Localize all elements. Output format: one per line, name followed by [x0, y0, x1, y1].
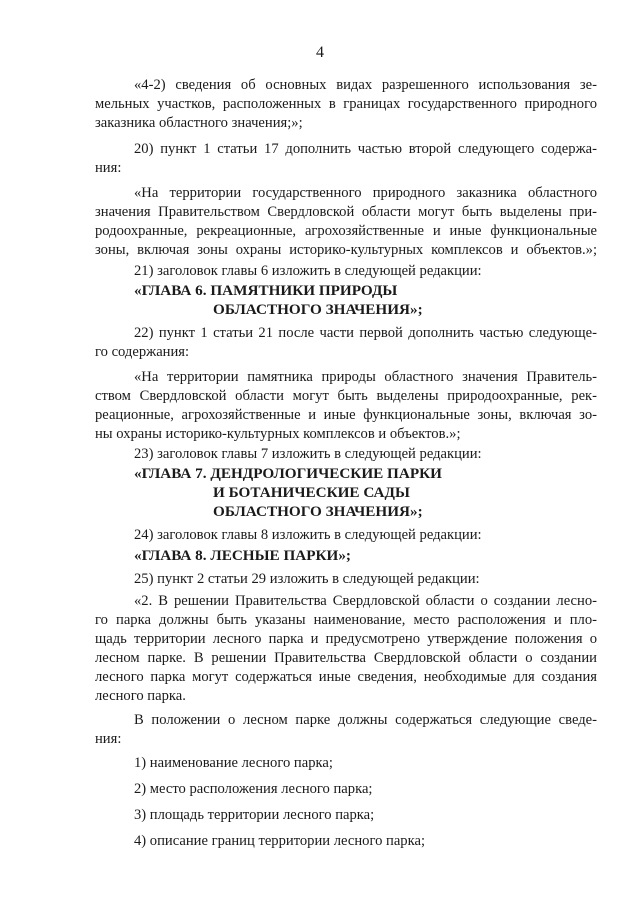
text-line: 24) заголовок главы 8 изложить в следующей редакции:: [134, 527, 482, 543]
text-line: «4-2) сведения об основных видах разрешенного использования зе-: [134, 77, 597, 93]
text-line: «На территории памятника природы областного значения Правитель-: [134, 369, 597, 385]
text-line: лесного парка.: [95, 688, 186, 704]
text-line: лесного парка могут содержаться иные сведения, необходимые для создания: [95, 669, 597, 685]
text-line: 23) заголовок главы 7 изложить в следующей редакции:: [134, 446, 482, 462]
text-line: 22) пункт 1 статьи 21 после части первой дополнить частью следующе-: [134, 325, 597, 341]
text-line: мельных участков, расположенных в границах государственного природного: [95, 96, 597, 112]
text-line: родоохранные, рекреационные, агрохозяйственные и иные функциональные: [95, 223, 597, 239]
chapter-heading: И БОТАНИЧЕСКИЕ САДЫ: [213, 484, 410, 501]
text-line: «2. В решении Правительства Свердловской области о создании лесно-: [134, 593, 597, 609]
chapter-heading: «ГЛАВА 8. ЛЕСНЫЕ ПАРКИ»;: [134, 547, 351, 564]
text-line: ством Свердловской области могут быть выделены природоохранные, рек-: [95, 388, 597, 404]
text-line: 25) пункт 2 статьи 29 изложить в следующей редакции:: [134, 571, 480, 587]
text-line: лесном парке. В решении Правительства Свердловской области о создании: [95, 650, 597, 666]
text-line: реационные, агрохозяйственные и иные функциональные зоны, включая зо-: [95, 407, 597, 423]
text-line: «На территории государственного природного заказника областного: [134, 185, 597, 201]
text-line: 20) пункт 1 статьи 17 дополнить частью второй следующего содержа-: [134, 141, 597, 157]
text-line: заказника областного значения;»;: [95, 115, 303, 131]
text-line: щадь территории лесного парка и предусмотрено утверждение положения о: [95, 631, 597, 647]
text-line: го содержания:: [95, 344, 190, 360]
chapter-heading: ОБЛАСТНОГО ЗНАЧЕНИЯ»;: [213, 503, 423, 520]
text-line: ния:: [95, 731, 122, 747]
chapter-heading: «ГЛАВА 6. ПАМЯТНИКИ ПРИРОДЫ: [134, 282, 398, 299]
chapter-heading: «ГЛАВА 7. ДЕНДРОЛОГИЧЕСКИЕ ПАРКИ: [134, 465, 442, 482]
text-line: ния:: [95, 160, 122, 176]
list-item: 4) описание границ территории лесного парка;: [134, 833, 426, 849]
page-number: 4: [316, 44, 324, 61]
text-line: ны охраны историко-культурных комплексов и объектов.»;: [95, 426, 461, 442]
list-item: 3) площадь территории лесного парка;: [134, 807, 375, 823]
text-line: значения Правительством Свердловской области могут быть выделены при-: [95, 204, 597, 220]
text-line: В положении о лесном парке должны содержаться следующие сведе-: [134, 712, 597, 728]
list-item: 1) наименование лесного парка;: [134, 755, 333, 771]
text-line: 21) заголовок главы 6 изложить в следующей редакции:: [134, 263, 482, 279]
list-item: 2) место расположения лесного парка;: [134, 781, 373, 797]
text-line: зоны, включая зоны охраны историко-культурных комплексов и объектов.»;: [95, 242, 597, 258]
text-line: го парка должны быть указаны наименование, место расположения и пло-: [95, 612, 597, 628]
chapter-heading: ОБЛАСТНОГО ЗНАЧЕНИЯ»;: [213, 301, 423, 318]
